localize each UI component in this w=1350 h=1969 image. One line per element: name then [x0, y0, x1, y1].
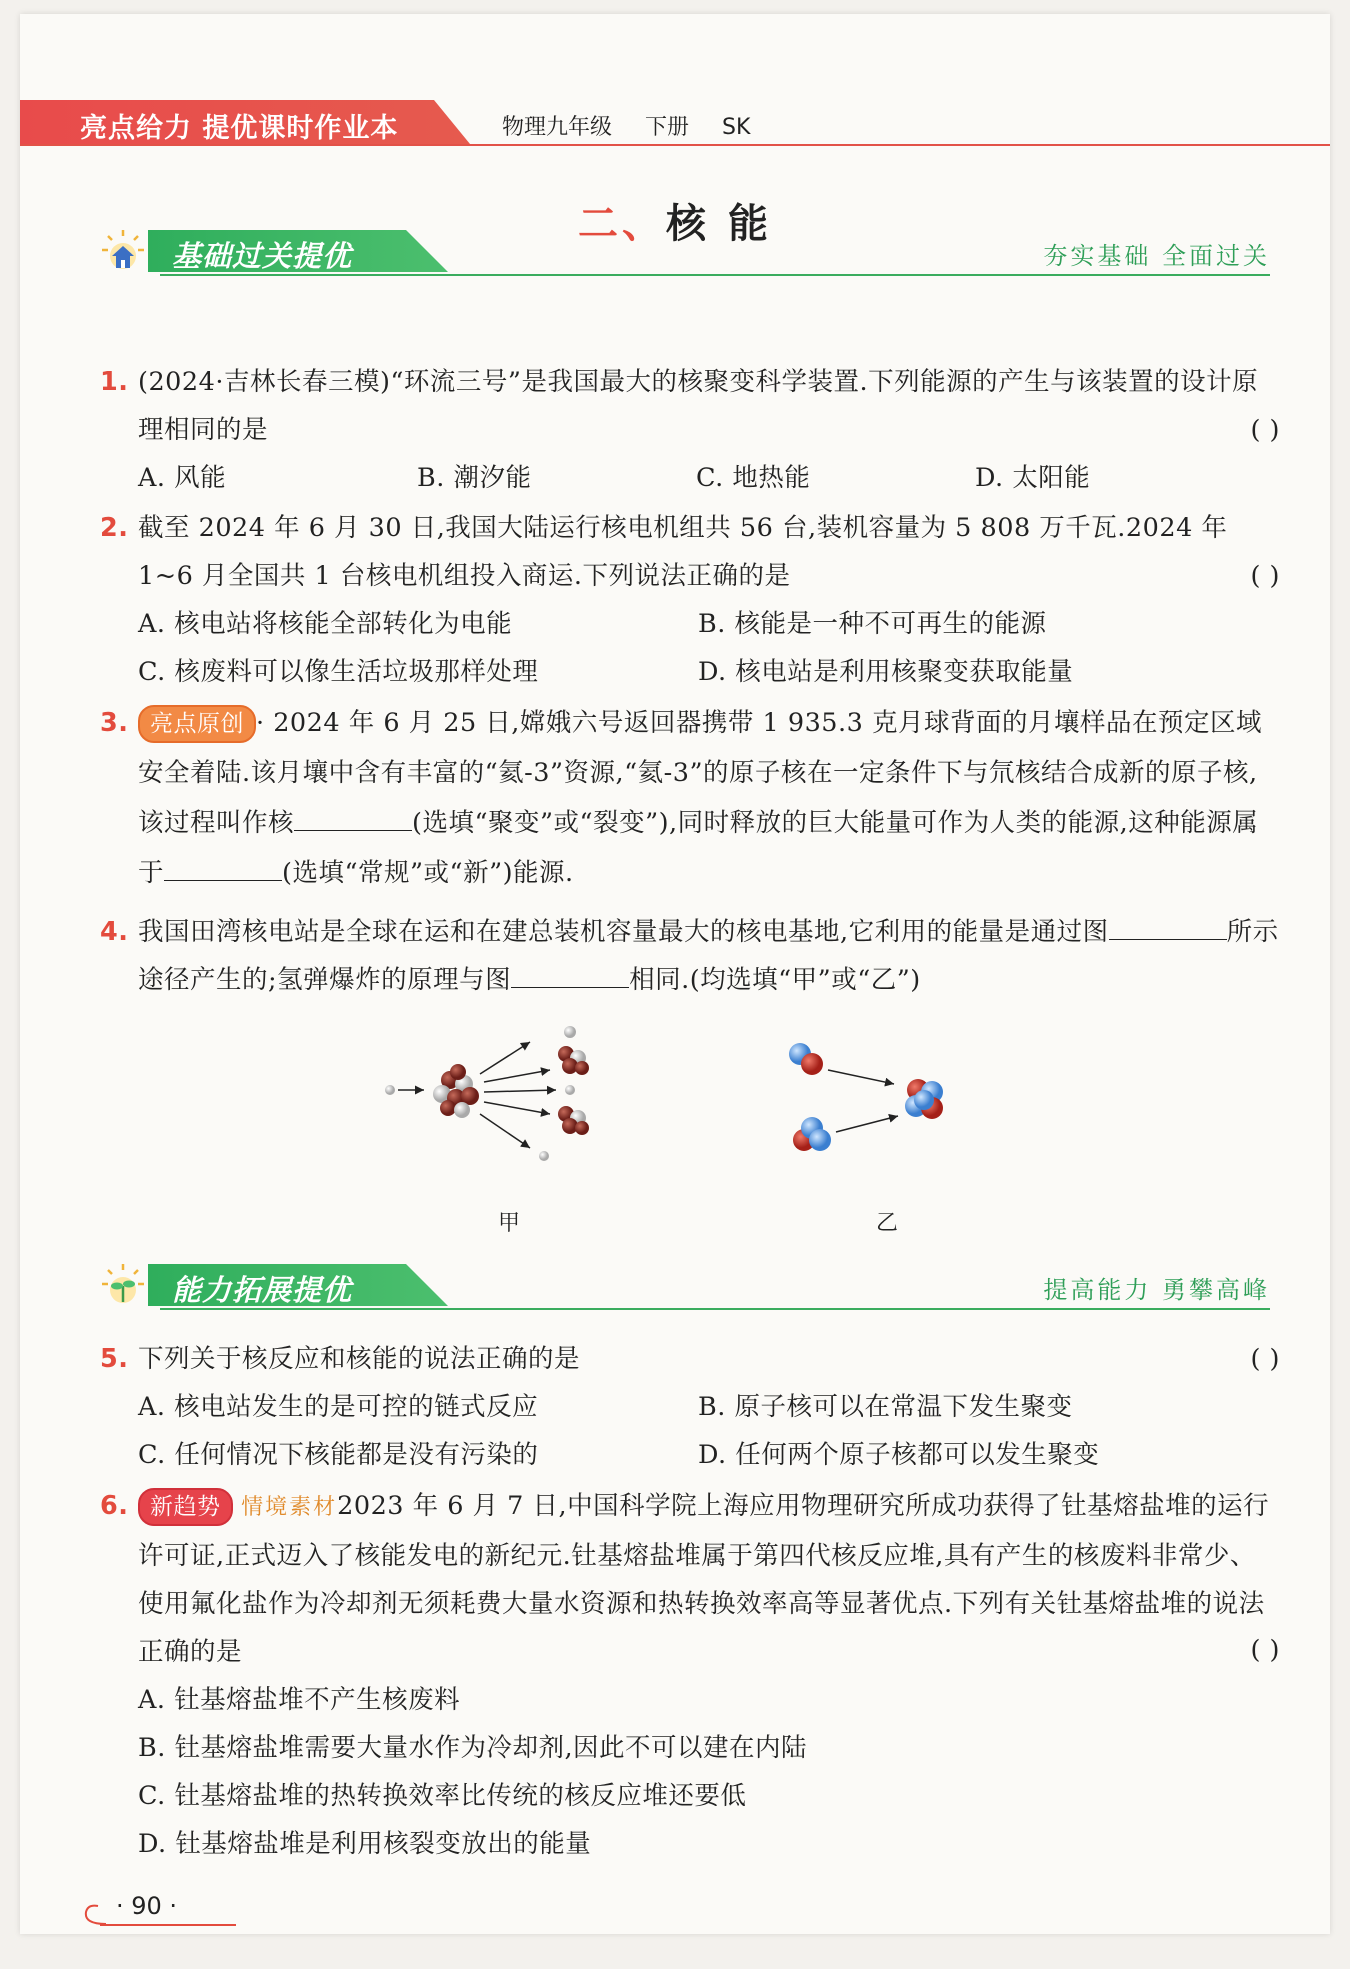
section-divider	[160, 274, 1270, 276]
stem-text: 2023 年 6 月 7 日,中国科学院上海应用物理研究所成功获得了钍基熔盐堆的运行许可证,正式迈入了核能发电的新纪元.钍基熔盐堆属于第四代核反应堆,具有产生的核废料非常少、使用氟化盐作为冷却剂无须耗费大量水资源和热转换效率高等显著优点.下列有关钍基熔盐堆的说法正确的是	[138, 1491, 1270, 1667]
volume-label: 下册	[645, 115, 690, 140]
question-number: 3.	[100, 708, 129, 738]
stem-text: 我国田湾核电站是全球在运和在建总装机容量最大的核电基地,它利用的能量是通过图	[138, 917, 1109, 947]
question-5	[100, 1335, 1280, 1479]
option-c: C. 钍基熔盐堆的热转换效率比传统的核反应堆还要低	[138, 1781, 747, 1811]
section-title: 基础过关提优	[172, 239, 353, 273]
workbook-page	[20, 14, 1330, 1934]
question-3	[100, 698, 1280, 898]
option-d: D. 钍基熔盐堆是利用核裂变放出的能量	[138, 1829, 592, 1859]
option-d: D. 任何两个原子核都可以发生聚变	[698, 1440, 1100, 1470]
book-info	[502, 110, 776, 141]
page-header	[20, 86, 1330, 146]
options	[138, 1383, 1280, 1479]
question-stem	[138, 1482, 1280, 1676]
figure-label-b: 乙	[876, 1211, 899, 1236]
question-stem	[138, 1335, 1280, 1383]
fission-diagram	[385, 1026, 589, 1161]
fission-fusion-diagram	[380, 1014, 1000, 1184]
subject-label: 物理九年级	[502, 115, 613, 140]
stem-text: (选填“聚变”或“裂变”),同时释放的巨大能量可作为人类的能源,这种能源属于	[138, 808, 1259, 888]
question-number: 5.	[100, 1344, 129, 1374]
option-c: C. 核废料可以像生活垃圾那样处理	[138, 657, 539, 687]
option-d: D. 核电站是利用核聚变获取能量	[698, 657, 1074, 687]
brand-title: 亮点给力 提优课时作业本	[80, 113, 399, 144]
answer-blank[interactable]	[294, 802, 412, 831]
option-a: A. 风能	[138, 463, 227, 493]
question-stem	[138, 698, 1280, 898]
house-icon	[98, 226, 148, 276]
section-slogan: 提高能力 勇攀高峰	[1043, 1276, 1270, 1304]
edition-label: SK	[722, 115, 751, 140]
option-a: A. 核电站发生的是可控的链式反应	[138, 1392, 539, 1422]
answer-blank[interactable]	[1109, 911, 1227, 940]
option-b: B. 核能是一种不可再生的能源	[698, 609, 1047, 639]
stem-text: (2024·吉林长春三模)“环流三号”是我国最大的核聚变科学装置.下列能源的产生与该装置的设计原理相同的是	[138, 367, 1259, 445]
section-advanced	[80, 1260, 1270, 1312]
question-stem	[138, 504, 1280, 600]
option-b: B. 潮汐能	[417, 463, 532, 493]
option-c: C. 地热能	[696, 463, 811, 493]
chapter-number: 二、	[578, 201, 667, 247]
question-number: 2.	[100, 513, 129, 543]
stem-text: (选填“常规”或“新”)能源.	[282, 858, 574, 888]
sprout-icon	[98, 1260, 148, 1310]
section-slogan: 夯实基础 全面过关	[1043, 242, 1270, 270]
answer-bracket: ( )	[1250, 415, 1280, 445]
options	[138, 454, 1280, 502]
page-footer	[80, 1890, 240, 1930]
option-b: B. 原子核可以在常温下发生聚变	[698, 1392, 1073, 1422]
footer-underline	[100, 1924, 236, 1926]
question-6	[100, 1482, 1280, 1868]
section-title: 能力拓展提优	[172, 1273, 353, 1307]
reaction-figure	[380, 1014, 1000, 1234]
question-number: 6.	[100, 1491, 129, 1521]
answer-bracket: ( )	[1250, 1635, 1280, 1665]
section-divider	[160, 1308, 1270, 1310]
options	[138, 600, 1280, 696]
fusion-diagram	[789, 1043, 943, 1151]
stem-text: 截至 2024 年 6 月 30 日,我国大陆运行核电机组共 56 台,装机容量为 5 808 万千瓦.2024 年 1~6 月全国共 1 台核电机组投入商运.下列说法正确的是	[138, 513, 1228, 591]
option-a: A. 核电站将核能全部转化为电能	[138, 609, 513, 639]
option-d: D. 太阳能	[975, 463, 1091, 493]
question-1	[100, 358, 1280, 502]
stem-text: 下列关于核反应和核能的说法正确的是	[138, 1344, 581, 1374]
chapter-name: 核 能	[666, 201, 772, 247]
section-basic	[80, 226, 1270, 278]
context-tag: 情境素材	[241, 1495, 338, 1520]
option-c: C. 任何情况下核能都是没有污染的	[138, 1440, 539, 1470]
question-number: 4.	[100, 917, 129, 947]
question-number: 1.	[100, 367, 129, 397]
page-number: · 90 ·	[116, 1892, 178, 1920]
answer-blank[interactable]	[511, 959, 629, 988]
header-divider	[20, 144, 1330, 146]
original-badge: 亮点原创	[138, 705, 256, 743]
option-a: A. 钍基熔盐堆不产生核废料	[138, 1685, 461, 1715]
stem-text: 所示途径产生的;氢弹爆炸的原理与图	[138, 917, 1279, 995]
option-b: B. 钍基熔盐堆需要大量水作为冷却剂,因此不可以建在内陆	[138, 1733, 808, 1763]
stem-text: · 2024 年 6 月 25 日,嫦娥六号返回器携带 1 935.3 克月球背面的月壤样品在预定区域安全着陆.该月壤中含有丰富的“氦-3”资源,“氦-3”的原子核在一定条件下与氘核结合成新的原子核,该过程叫作核	[138, 708, 1262, 838]
answer-bracket: ( )	[1250, 1344, 1280, 1374]
question-stem	[138, 908, 1280, 1004]
question-4	[100, 908, 1280, 1004]
footer-swirl-icon	[80, 1894, 110, 1934]
question-2	[100, 504, 1280, 696]
answer-bracket: ( )	[1250, 561, 1280, 591]
answer-blank[interactable]	[164, 852, 282, 881]
stem-text: 相同.(均选填“甲”或“乙”)	[629, 965, 921, 995]
question-stem	[138, 358, 1280, 454]
figure-label-a: 甲	[498, 1211, 521, 1236]
trend-badge: 新趋势	[138, 1488, 233, 1526]
